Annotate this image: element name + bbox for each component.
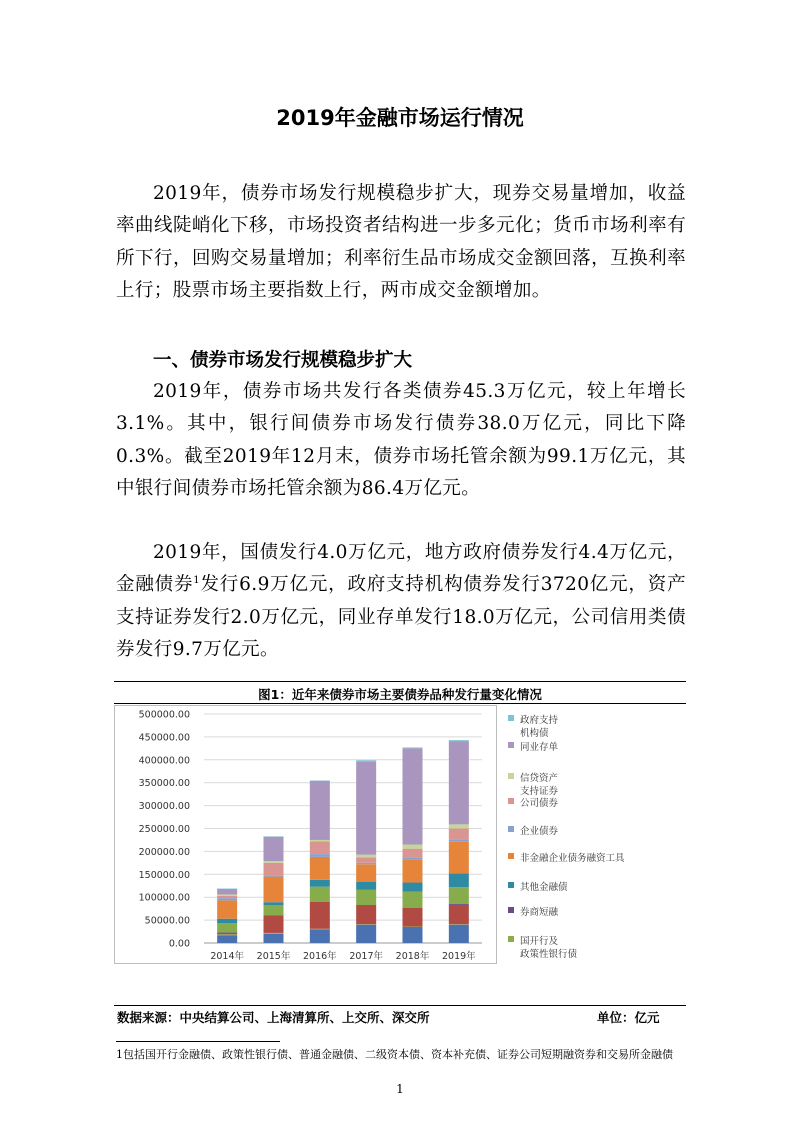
bar-segment (310, 840, 330, 841)
y-tick-label: 50000.00 (144, 915, 190, 927)
bar-segment (264, 916, 284, 933)
bond-issuance-paragraph: 2019年，债券市场共发行各类债券45.3万亿元，较上年增长3.1%。其中，银行间债券市场发行债券38.0万亿元，同比下降0.3%。截至2019年12月末，债券市场托管余额为99.1万亿元，其中银行间债券市场托管余额为86.4万亿元。 (116, 381, 686, 500)
bar-segment (356, 864, 376, 881)
bar-segment (356, 882, 376, 890)
legend-label: 同业存单 (520, 742, 559, 753)
legend-label: 支持证券 (520, 786, 559, 797)
bar-segment (264, 861, 284, 863)
unit-note: 单位：亿元 (597, 1010, 660, 1025)
bar-segment (310, 781, 330, 840)
bar-segment (356, 855, 376, 858)
bar-segment (403, 748, 423, 844)
bar-segment (403, 859, 423, 882)
bar-segment (356, 925, 376, 943)
bar-segment (356, 905, 376, 924)
bar-segment (449, 842, 469, 874)
bond-types-text-b: 发行6.9万亿元，政府支持机构债券发行3720亿元，资产支持证券发行2.0万亿元，同业存单发行18.0万亿元，公司信用类债券发行9.7万亿元。 (116, 574, 686, 661)
data-source-note: 数据来源：中央结算公司、上海清算所、上交所、深交所 (117, 1010, 430, 1025)
x-category-label: 2018年 (395, 951, 430, 962)
legend-swatch (508, 742, 514, 748)
bar-segment (217, 896, 237, 898)
x-axis-categories (210, 950, 476, 962)
bar-segment (217, 935, 237, 943)
y-tick-label: 150000.00 (138, 869, 190, 881)
bond-types-text-a: 2019年，国债发行4.0万亿元，地方政府债券发行4.4万亿元，金融债券 (116, 542, 686, 596)
bar-segment (403, 845, 423, 849)
bar-segment (449, 824, 469, 828)
page-number: 1 (396, 1082, 404, 1096)
legend-swatch (508, 853, 514, 859)
bar-segment (310, 841, 330, 854)
legend-label: 政策性银行债 (520, 949, 578, 960)
bar-segment (449, 741, 469, 824)
bar-segment (403, 908, 423, 927)
y-tick-label: 100000.00 (138, 892, 190, 904)
gridlines (204, 714, 482, 943)
x-category-label: 2015年 (256, 951, 291, 962)
bar-segment (264, 933, 284, 934)
y-tick-label: 400000.00 (138, 755, 190, 767)
legend-swatch (508, 826, 514, 832)
figure-bottom-rule (114, 1005, 686, 1006)
y-axis-ticks (139, 710, 190, 950)
bar-segment (403, 883, 423, 892)
bar-segment (217, 933, 237, 934)
legend-swatch (508, 882, 514, 888)
bar-segment (264, 875, 284, 876)
bar-segment (403, 857, 423, 859)
footnote-mark[interactable]: 1 (193, 575, 201, 587)
footnote: 1包括国开行金融债、政策性银行债、普通金融债、二级资本债、资本补充债、证券公司短期融资券和交易所金融债 (116, 1048, 673, 1061)
legend-label: 非金融企业债务融资工具 (520, 853, 625, 864)
chart-legend (508, 714, 625, 960)
x-category-label: 2016年 (302, 951, 337, 962)
figure-caption: 图1：近年来债券市场主要债券品种发行量变化情况 (258, 687, 542, 702)
bar-segment (310, 887, 330, 902)
bar-segment (449, 873, 469, 887)
bar-segment (217, 898, 237, 900)
legend-swatch (508, 798, 514, 804)
x-category-label: 2017年 (349, 951, 384, 962)
bar-segment (403, 747, 423, 748)
legend-label: 国开行及 (520, 936, 559, 947)
bar-segment (310, 929, 330, 943)
bar-segment (264, 863, 284, 875)
bar-segment (403, 927, 423, 943)
bond-issuance-chart (114, 705, 686, 1003)
bar-segment (356, 890, 376, 905)
bar-segment (403, 892, 423, 908)
bar-segment (217, 889, 237, 894)
bar-segment (449, 904, 469, 905)
bar-segment (310, 902, 330, 929)
x-category-label: 2019年 (441, 951, 476, 962)
bar-segment (217, 900, 237, 918)
bar-segment (310, 857, 330, 880)
bar-segment (217, 894, 237, 895)
bar-segment (264, 905, 284, 916)
intro-paragraph: 2019年，债券市场发行规模稳步扩大，现券交易量增加，收益率曲线陡峭化下移，市场投资者结构进一步多元化；货币市场利率有所下行，回购交易量增加；利率衍生品市场成交金额回落，互换利率上行；股票市场主要指数上行，两市成交金额增加。 (116, 183, 686, 302)
legend-label: 信贷资产 (520, 773, 559, 784)
legend-label: 其他金融债 (520, 882, 568, 893)
y-tick-label: 0.00 (168, 938, 190, 950)
legend-swatch (508, 715, 514, 721)
figure-caption-rule (114, 703, 686, 704)
bar-segment (403, 849, 423, 858)
bar-stacks (217, 740, 469, 943)
bar-segment (310, 854, 330, 857)
bar-segment (264, 837, 284, 861)
bar-segment (264, 934, 284, 943)
y-tick-label: 500000.00 (138, 709, 190, 721)
footnote-rule (116, 1041, 280, 1042)
y-tick-label: 450000.00 (138, 732, 190, 744)
bar-segment (356, 760, 376, 761)
bond-types-paragraph (116, 537, 686, 667)
legend-label: 企业债券 (520, 826, 559, 837)
bar-segment (217, 919, 237, 924)
legend-label: 机构债 (520, 728, 549, 739)
bar-segment (449, 905, 469, 924)
bar-segment (356, 857, 376, 862)
bar-segment (217, 923, 237, 932)
bar-segment (356, 762, 376, 855)
y-tick-label: 300000.00 (138, 801, 190, 813)
bar-segment (449, 887, 469, 904)
legend-swatch (508, 773, 514, 779)
figure-top-rule (114, 681, 686, 682)
bar-segment (310, 880, 330, 887)
legend-label: 公司债券 (520, 798, 559, 809)
document-title: 2019年金融市场运行情况 (276, 106, 524, 130)
y-tick-label: 350000.00 (138, 778, 190, 790)
bar-segment (449, 925, 469, 943)
bar-segment (449, 740, 469, 741)
bar-segment (217, 934, 237, 935)
x-category-label: 2014年 (210, 951, 245, 962)
bar-segment (264, 877, 284, 903)
bar-segment (264, 902, 284, 905)
y-tick-label: 200000.00 (138, 846, 190, 858)
legend-label: 政府支持 (520, 715, 559, 726)
legend-swatch (508, 907, 514, 913)
bar-segment (449, 829, 469, 840)
legend-swatch (508, 936, 514, 942)
y-tick-label: 250000.00 (138, 824, 190, 835)
section-heading: 一、债券市场发行规模稳步扩大 (153, 350, 413, 371)
bar-segment (356, 863, 376, 864)
legend-label: 券商短融 (520, 907, 559, 918)
bar-segment (449, 840, 469, 842)
